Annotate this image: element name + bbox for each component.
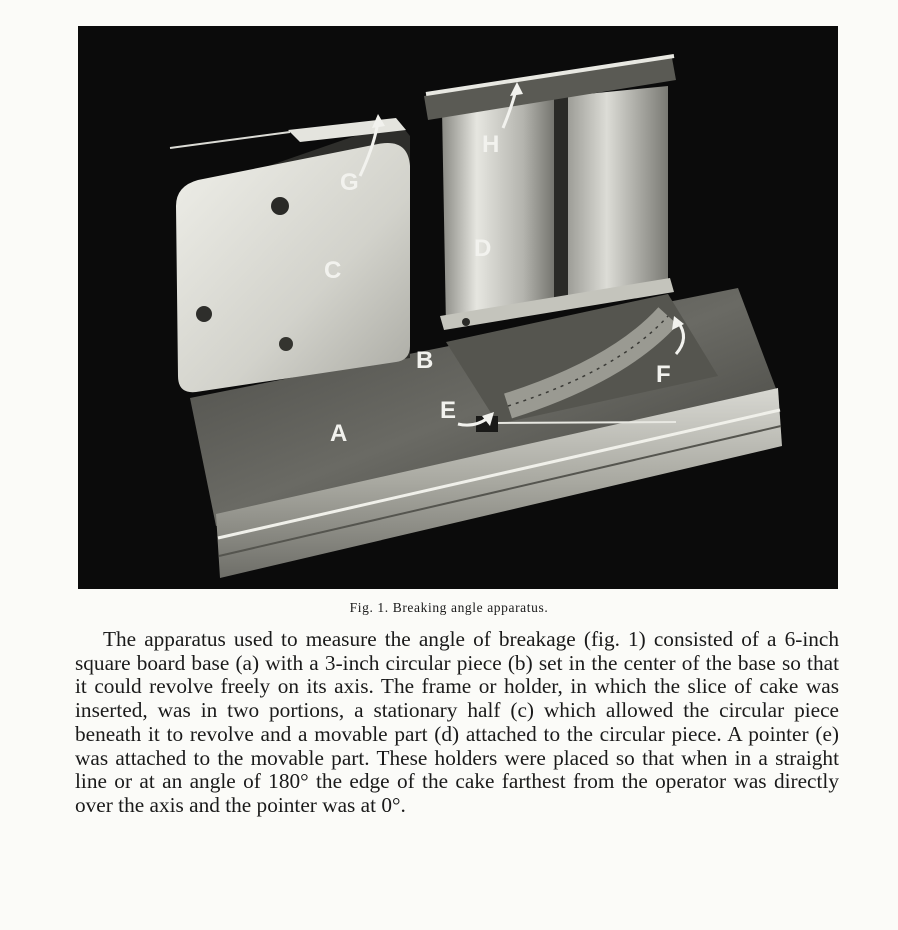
- label-g: G: [340, 169, 359, 196]
- label-b: B: [416, 347, 434, 374]
- apparatus-photo: [78, 26, 838, 589]
- movable-holder-left: [442, 96, 558, 326]
- label-c: C: [324, 257, 342, 284]
- label-d: D: [474, 235, 492, 262]
- body-text: [75, 628, 839, 818]
- pointer: [496, 422, 676, 423]
- movable-holder-right: [566, 86, 668, 304]
- label-a: A: [330, 420, 348, 447]
- label-f: F: [656, 361, 671, 388]
- figure-caption: Fig. 1. Breaking angle apparatus.: [349, 600, 549, 615]
- label-e: E: [440, 397, 457, 424]
- paragraph: The apparatus used to measure the angle of breakage (fig. 1) consisted of a 6-inch square board base (a) with a 3-inch circular piece (b) set in the center of the base so that it could revolve freely on its axis. The frame or holder, in which the slice of cake was inserted, was in two portions, a stationary half (c) which allowed the circular piece beneath it to revolve and a movable part (d) attached to the circular piece. A pointer (e) was attached to the movable part. These holders were placed so that when in a straight line or at an angle of 180° the edge of the cake farthest from the operator was directly over the axis and the pointer was at 0°.: [75, 627, 839, 817]
- stationary-block: [176, 143, 410, 392]
- label-h: H: [482, 131, 500, 158]
- apparatus-illustration: [78, 26, 838, 589]
